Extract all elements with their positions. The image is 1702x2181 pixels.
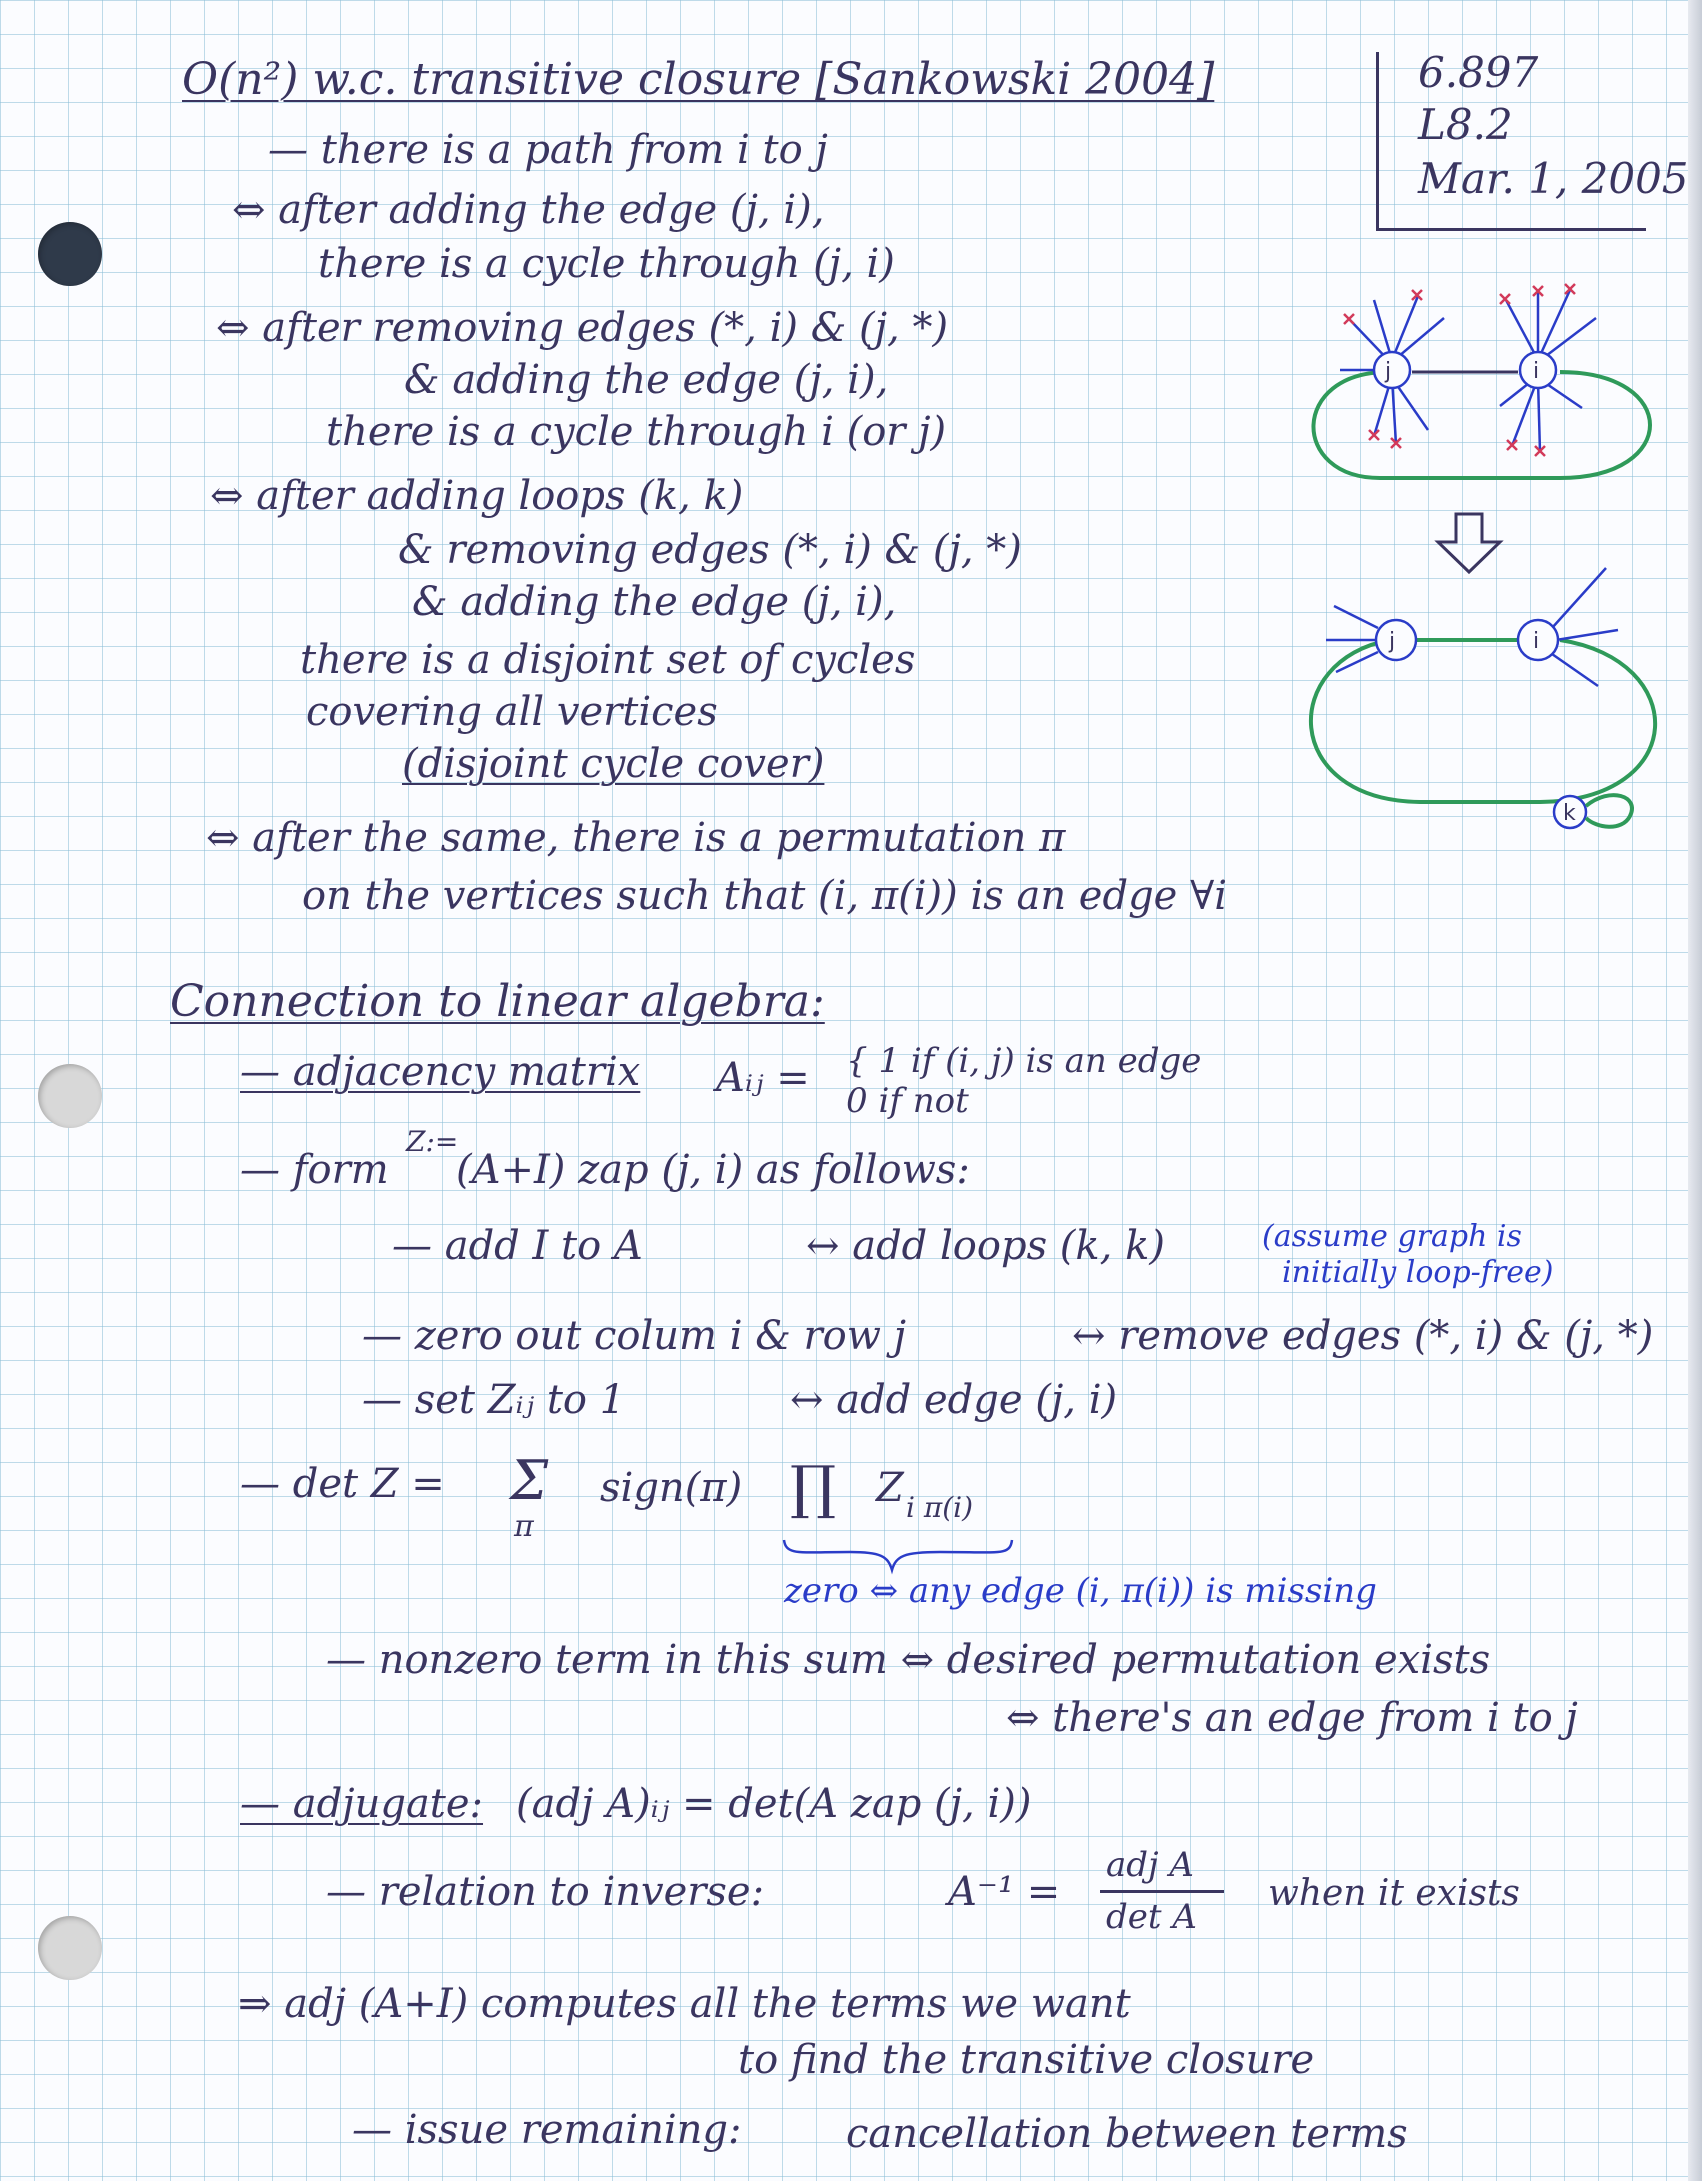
equiv-line: there is a cycle through i (or j) [326,409,947,455]
nonzero-term-line: ⇔ there's an edge from i to j [1006,1695,1578,1741]
equiv-line: & adding the edge (j, i), [412,579,897,625]
step-set-entry: — set Zᵢⱼ to 1 [362,1377,626,1423]
step-add-identity: — add I to A [392,1223,643,1269]
det-term: Z [876,1465,904,1511]
step-zero-out-right: ↔ remove edges (*, i) & (j, *) [1072,1313,1654,1359]
form-z-label: Z:= [406,1125,459,1158]
step-zero-out: — zero out colum i & row j [362,1313,907,1359]
form-prefix: — form [240,1147,389,1193]
fraction-denominator: det A [1106,1897,1197,1937]
node-k-label: k [1563,801,1576,826]
equiv-line: ⇔ after removing edges (*, i) & (j, *) [216,305,949,351]
page-title: O(n²) w.c. transitive closure [Sankowski 2004] [182,54,1215,105]
loop-free-note: initially loop-free) [1282,1255,1554,1290]
equiv-line: & adding the edge (j, i), [404,357,889,403]
equiv-line: ⇔ after adding the edge (j, i), [232,187,825,233]
loop-free-note: (assume graph is [1262,1219,1522,1254]
step-set-entry-right: ↔ add edge (j, i) [790,1377,1118,1423]
adjugate-definition: (adj A)ᵢⱼ = det(A zap (j, i)) [516,1781,1032,1827]
fraction-numerator: adj A [1106,1845,1194,1885]
equiv-line: ⇔ after the same, there is a permutation π [206,815,1066,861]
det-product-symbol: ∏ [790,1453,837,1521]
equiv-line: ⇔ after adding loops (k, k) [210,473,744,519]
equiv-line: — there is a path from i to j [268,127,828,173]
equiv-line: covering all vertices [306,689,718,735]
node-j-bottom-label: j [1389,629,1396,654]
det-zero-note: zero ⇔ any edge (i, π(i)) is missing [784,1571,1377,1611]
adjacency-case2: 0 if not [846,1081,969,1121]
conclusion-line: to find the transitive closure [738,2037,1315,2083]
equiv-line: & removing edges (*, i) & (j, *) [398,527,1022,573]
equiv-line: there is a cycle through (j, i) [318,241,895,287]
conclusion-line: ⇒ adj (A+I) computes all the terms we want [238,1981,1131,2027]
adjacency-eq: Aᵢⱼ = [716,1055,810,1101]
nonzero-term-line: — nonzero term in this sum ⇔ desired permutation exists [326,1637,1491,1683]
lecture-date: Mar. 1, 2005 [1418,154,1689,203]
node-i-bottom-label: i [1533,629,1540,654]
det-prefix: — det Z = [240,1461,445,1507]
det-sign: sign(π) [600,1465,743,1511]
section-heading: Connection to linear algebra: [170,976,825,1027]
course-number: 6.897 [1418,48,1539,97]
adjacency-case1: { 1 if (i, j) is an edge [846,1041,1202,1081]
relation-label: — relation to inverse: [326,1869,765,1915]
relation-tail: when it exists [1268,1873,1520,1914]
det-sum-symbol: Σ [510,1449,549,1512]
relation-lhs: A⁻¹ = [948,1869,1061,1915]
issue-prefix: — issue remaining: [352,2107,742,2153]
node-j-top-label: j [1385,359,1392,384]
node-i-top-label: i [1533,359,1540,384]
step-add-identity-right: ↔ add loops (k, k) [806,1223,1165,1269]
adjugate-label: — adjugate: [240,1781,484,1827]
fraction-bar [1100,1890,1224,1893]
form-rest: (A+I) zap (j, i) as follows: [456,1147,970,1193]
adjacency-label: — adjacency matrix [240,1049,641,1095]
equiv-line: on the vertices such that (i, π(i)) is an edge ∀i [302,873,1227,919]
det-term-subscript: i π(i) [906,1491,974,1524]
equiv-line: there is a disjoint set of cycles [300,637,916,683]
det-sum-index: π [514,1509,534,1544]
issue-rest: cancellation between terms [846,2111,1408,2157]
equiv-line: (disjoint cycle cover) [402,741,825,787]
lecture-number: L8.2 [1418,100,1513,149]
